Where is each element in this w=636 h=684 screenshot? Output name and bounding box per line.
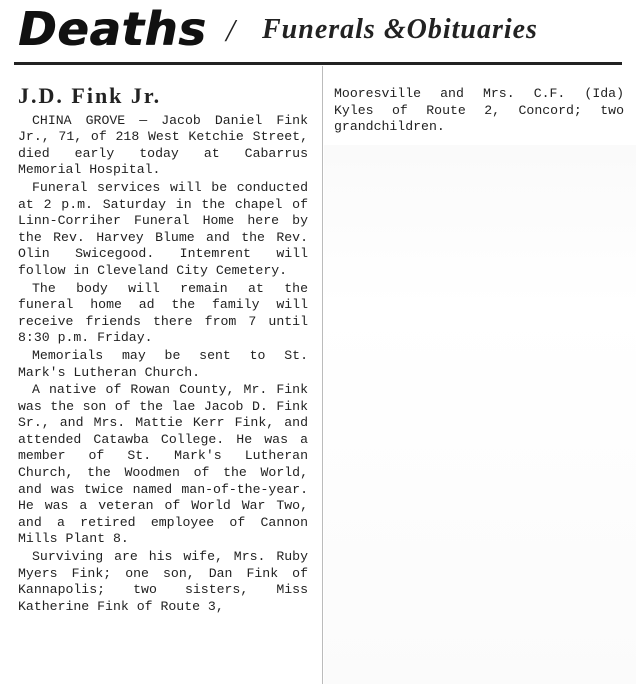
paragraph-biography: A native of Rowan County, Mr. Fink was the son of the lae Jacob D. Fink Sr., and Mrs. Mattie Kerr Fink, and attended Catawba College. He was a member of St. Mark's Lutheran Church, the Woodmen of the World, and was twice named man-of-the-year. He was a veteran of World War Two, and a retired employee of Cannon Mills Plant 8.	[18, 382, 308, 547]
section-subtitle: Funerals &Obituaries	[262, 14, 538, 45]
obituary-name: J.D. Fink Jr.	[18, 83, 162, 108]
column-divider	[322, 66, 323, 684]
paragraph-dateline: CHINA GROVE — Jacob Daniel Fink Jr., 71, of 218 West Ketchie Street, died early today at Cabarrus Memorial Hospital.	[18, 112, 308, 178]
paragraph-visitation: The body will remain at the funeral home ad the family will receive friends there from 7 until 8:30 p.m. Friday.	[18, 280, 308, 346]
paragraph-survivors-continued: Mooresville and Mrs. C.F. (Ida) Kyles of Route 2, Concord; two grandchildren.	[334, 86, 624, 135]
title-separator: /	[226, 12, 235, 48]
paragraph-funeral-services: Funeral services will be conducted at 2 p.m. Saturday in the chapel of Linn-Corriher Funeral Home here by the Rev. Harvey Blume and the Rev. Olin Swicegood. Intemrent will follow in Cleveland City Cemetery.	[18, 179, 308, 278]
header-rule	[14, 62, 622, 65]
paragraph-survivors: Surviving are his wife, Mrs. Ruby Myers Fink; one son, Dan Fink of Kannapolis; two sisters, Miss Katherine Fink of Route 3,	[18, 549, 308, 614]
column-right	[334, 86, 624, 136]
section-title: Deaths	[18, 2, 207, 56]
paragraph-memorials: Memorials may be sent to St. Mark's Lutheran Church.	[18, 347, 308, 380]
column-left	[18, 83, 308, 615]
blank-paper-area	[324, 145, 636, 684]
